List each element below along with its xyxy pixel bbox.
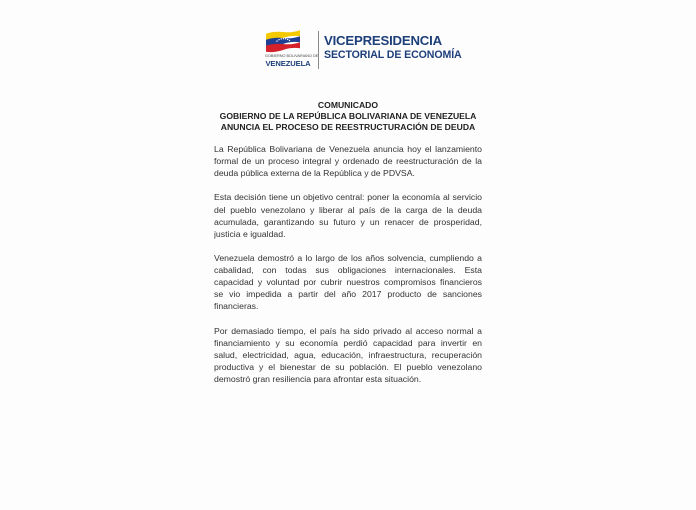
venezuela-flag-icon [266,28,300,54]
paragraph-2 [214,191,482,239]
body-line: demostró gran resiliencia para afrontar esta situación. [214,374,422,385]
body-line: financieras. [214,301,259,312]
body-line: del pueblo venezolano y liberar al país de la carga de la deuda [214,204,482,215]
body-line: formal de un proceso integral y ordenado de reestructuración de la [214,156,482,167]
institution-title: VICEPRESIDENCIA [324,33,442,48]
government-logo [262,27,319,71]
paragraph-4 [214,325,482,385]
heading-line-1: COMUNICADO [317,100,379,110]
communique-heading [200,100,496,134]
body-line: financiamiento y su economía perdió capacidad para invertir en [214,337,482,348]
body-line: salud, electricidad, agua, educación, infraestructura, recuperación [214,349,482,360]
body-line: La República Bolivariana de Venezuela anuncia hoy el lanzamiento [214,144,482,154]
body-line: cabalidad, con todas sus obligaciones internacionales. Esta [214,265,482,276]
heading-line-2: GOBIERNO DE LA REPÚBLICA BOLIVARIANA DE VENEZUELA [219,111,477,122]
logo-caption: GOBIERNO BOLIVARIANO DE [265,54,319,58]
body-line: Esta decisión tiene un objetivo central: poner la economía al servicio [214,192,482,203]
body-line: se vio impedida a partir del año 2017 producto de sanciones [214,289,482,300]
paragraph-3 [214,252,482,312]
header-divider [318,31,319,69]
letterhead [262,27,462,75]
heading-line-3: ANUNCIA EL PROCESO DE REESTRUCTURACIÓN DE DEUDA [220,122,476,133]
body-line: capacidad y voluntad por cubrir nuestros compromisos financieros [214,277,482,288]
logo-country-name: VENEZUELA [265,59,311,68]
body-line: deuda pública externa de la República y de PDVSA. [214,168,415,179]
paragraph-1 [214,143,482,179]
body-line: acumulada, garantizando su futuro y un renacer de prosperidad, [214,216,482,227]
body-line: Venezuela demostró a lo largo de los años solvencia, cumpliendo a [214,253,482,264]
body-line: Por demasiado tiempo, el país ha sido privado al acceso normal a [214,325,482,336]
communique-body [214,143,482,397]
body-line: justicia e igualdad. [214,228,286,239]
institution-subtitle: SECTORIAL DE ECONOMÍA [324,49,462,61]
body-line: productiva y el bienestar de su población. El pueblo venezolano [214,361,482,372]
